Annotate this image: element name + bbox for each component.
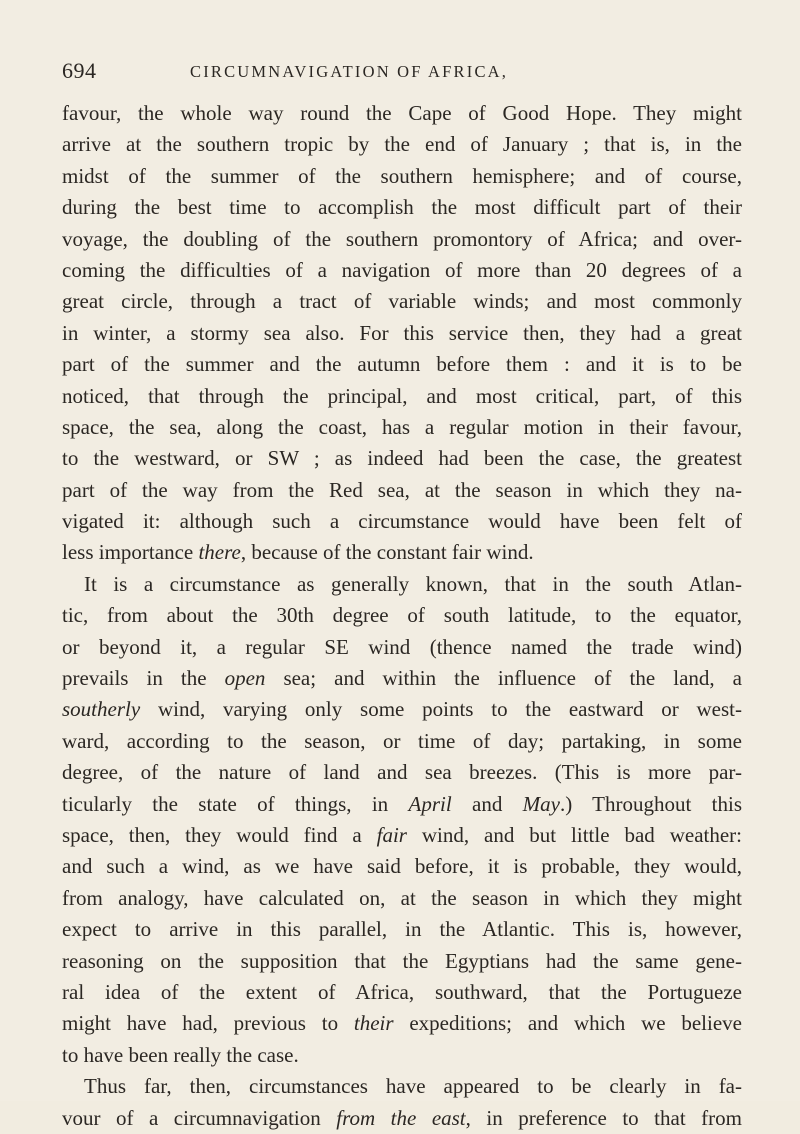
text-segment: wind, and but little bad weather: — [406, 822, 742, 847]
text-line — [62, 977, 742, 1008]
text-segment: expeditions; and which we believe — [393, 1011, 742, 1036]
italic-text: southerly — [62, 697, 141, 722]
text-segment: .) Throughout this — [559, 791, 742, 816]
text-segment: to the westward, or SW ; as indeed had been the case, the greatest — [62, 446, 742, 471]
text-segment: space, then, they would find a — [62, 822, 377, 847]
text-segment: ward, according to the season, or time of day; partaking, in some — [62, 728, 742, 753]
text-line — [62, 506, 742, 537]
text-line — [62, 412, 742, 443]
text-segment: coming the difficulties of a navigation of more than 20 degrees of a — [62, 257, 742, 282]
text-segment: , because of the constant fair wind. — [240, 540, 534, 565]
text-line — [62, 789, 742, 820]
text-segment: wind, varying only some points to the eastward or west- — [140, 697, 742, 722]
text-line — [62, 1103, 742, 1134]
text-line — [62, 946, 742, 977]
text-line — [62, 632, 742, 663]
text-line — [62, 286, 742, 317]
text-line — [62, 349, 742, 380]
text-segment: vour of a circumnavigation — [62, 1105, 337, 1130]
text-line — [62, 663, 742, 694]
text-segment: ticularly the state of things, in — [62, 791, 409, 816]
text-segment: prevails in the — [62, 666, 225, 691]
text-line — [62, 757, 742, 788]
page-header — [62, 58, 762, 88]
text-segment: voyage, the doubling of the southern promontory of Africa; and over- — [62, 226, 742, 251]
text-segment: might have had, previous to — [62, 1011, 354, 1036]
text-segment: part of the way from the Red sea, at the season in which they na- — [62, 477, 742, 502]
text-segment: part of the summer and the autumn before them : and it is to be — [62, 352, 742, 377]
text-segment: reasoning on the supposition that the Egyptians had the same gene- — [62, 948, 742, 973]
italic-text: from the east — [336, 1105, 466, 1130]
text-line — [62, 381, 742, 412]
text-line — [62, 255, 742, 286]
text-line — [62, 443, 742, 474]
text-line — [62, 694, 742, 725]
text-line — [62, 161, 742, 192]
text-segment: expect to arrive in this parallel, in the Atlantic. This is, however, — [62, 917, 742, 942]
italic-text: there — [198, 540, 241, 565]
text-line — [62, 318, 742, 349]
text-line — [62, 224, 742, 255]
text-line — [62, 98, 742, 129]
text-segment: from analogy, have calculated on, at the season in which they might — [62, 885, 742, 910]
text-segment: midst of the summer of the southern hemisphere; and of course, — [62, 163, 742, 188]
text-segment: arrive at the southern tropic by the end of January ; that is, in the — [62, 132, 742, 157]
text-segment: noticed, that through the principal, and most critical, part, of this — [62, 383, 742, 408]
text-line — [62, 1071, 742, 1102]
italic-text: fair — [376, 822, 407, 847]
text-line — [62, 1040, 742, 1071]
text-line — [62, 569, 742, 600]
text-segment: , in preference to that from — [465, 1105, 742, 1130]
text-segment: to have been really the case. — [62, 1042, 299, 1067]
text-line — [62, 726, 742, 757]
text-line — [62, 883, 742, 914]
text-segment: great circle, through a tract of variable winds; and most commonly — [62, 289, 742, 314]
text-line — [62, 475, 742, 506]
text-line — [62, 600, 742, 631]
text-segment: Thus far, then, circumstances have appeared to be clearly in fa- — [84, 1074, 742, 1099]
text-segment: vigated it: although such a circumstance would have been felt of — [62, 509, 742, 534]
text-segment: space, the sea, along the coast, has a regular motion in their favour, — [62, 414, 742, 439]
text-line — [62, 914, 742, 945]
italic-text: their — [353, 1011, 394, 1036]
text-segment: favour, the whole way round the Cape of Good Hope. They might — [62, 101, 742, 125]
text-segment: tic, from about the 30th degree of south latitude, to the equator, — [62, 603, 742, 628]
text-segment: degree, of the nature of land and sea breezes. (This is more par- — [62, 760, 742, 785]
text-segment: and such a wind, as we have said before, it is probable, they would, — [62, 854, 742, 879]
text-segment: ral idea of the extent of Africa, southward, that the Portugueze — [62, 979, 742, 1004]
text-segment: less importance — [62, 540, 199, 565]
text-line — [62, 129, 742, 160]
text-line — [62, 820, 742, 851]
italic-text: May — [522, 791, 560, 816]
text-line — [62, 537, 742, 568]
italic-text: April — [408, 791, 452, 816]
running-head: CIRCUMNAVIGATION OF AFRICA, — [190, 62, 509, 81]
text-segment: sea; and within the influence of the land, a — [265, 666, 742, 691]
text-line — [62, 192, 742, 223]
text-segment: and — [451, 791, 523, 816]
text-segment: It is a circumstance as generally known, that in the south Atlan- — [84, 571, 742, 596]
text-segment: or beyond it, a regular SE wind (thence named the trade wind) — [62, 634, 742, 659]
page-number: 694 — [62, 58, 97, 83]
body-text — [62, 98, 742, 1134]
text-line — [62, 851, 742, 882]
italic-text: open — [224, 666, 266, 691]
text-line — [62, 1008, 742, 1039]
text-segment: in winter, a stormy sea also. For this service then, they had a great — [62, 320, 742, 345]
text-segment: during the best time to accomplish the most difficult part of their — [62, 195, 742, 220]
